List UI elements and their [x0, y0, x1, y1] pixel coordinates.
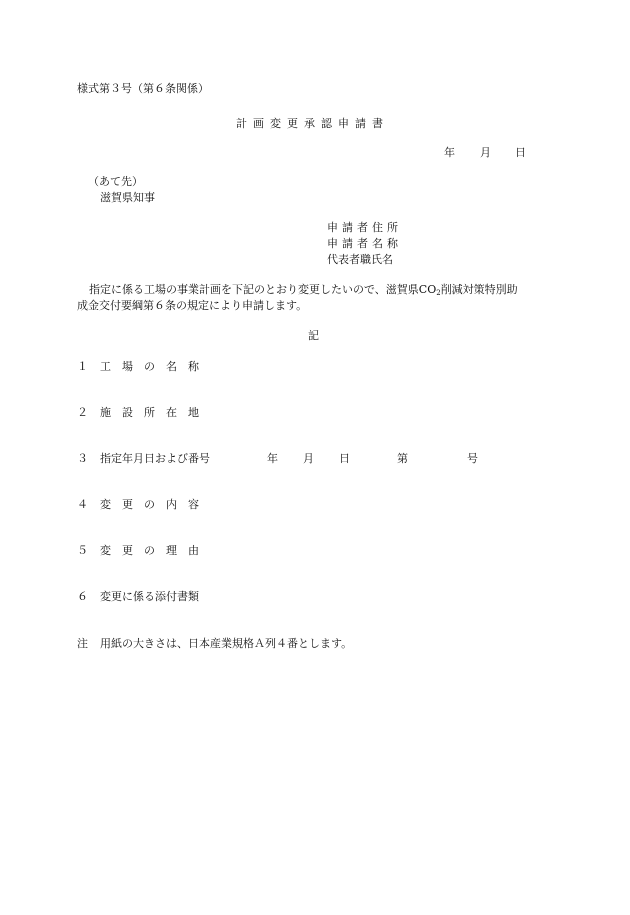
item3-dai-label: 第 [397, 452, 408, 465]
item3-month-label: 月 [303, 452, 314, 465]
item-row-4 [0, 498, 630, 512]
ki-heading: 記 [308, 329, 319, 342]
item-row-3 [0, 452, 630, 466]
item-label: 変 更 の 理 由 [100, 544, 199, 557]
applicant-address-label: 申請者住所 [327, 221, 402, 234]
item3-go-label: 号 [467, 452, 478, 465]
date-year-label: 年 [444, 146, 455, 159]
note-text: 用紙の大きさは、日本産業規格Ａ列４番とします。 [100, 637, 353, 650]
body-line-1-after: 削減対策特別助 [440, 283, 518, 296]
item-row-2 [0, 406, 630, 420]
body-line-1 [89, 283, 518, 297]
item3-year-label: 年 [267, 452, 278, 465]
item-label: 施 設 所 在 地 [100, 406, 199, 419]
item-row-1 [0, 360, 630, 374]
item-label: 指定年月日および番号 [100, 452, 210, 465]
form-number: 様式第３号（第６条関係） [77, 82, 209, 95]
item-label: 工 場 の 名 称 [100, 360, 199, 373]
item-number: ６ [77, 590, 88, 603]
item-label: 変 更 の 内 容 [100, 498, 199, 511]
date-month-label: 月 [480, 146, 491, 159]
body-line-2: 成金交付要綱第６条の規定により申請します。 [77, 299, 308, 312]
recipient-prefix: （あて先） [88, 175, 143, 188]
note-prefix: 注 [77, 637, 88, 650]
recipient-name: 滋賀県知事 [100, 191, 155, 204]
item-number: ２ [77, 406, 88, 419]
item-row-6 [0, 590, 630, 604]
item3-day-label: 日 [339, 452, 350, 465]
page-title: 計画変更承認申請書 [236, 117, 389, 130]
date-day-label: 日 [515, 146, 526, 159]
body-line-1-before: 指定に係る工場の事業計画を下記のとおり変更したいので、滋賀県CO [89, 283, 437, 296]
item-number: ４ [77, 498, 88, 511]
item-number: ５ [77, 544, 88, 557]
representative-label: 代表者職氏名 [327, 253, 393, 266]
item-label: 変更に係る添付書類 [100, 590, 199, 603]
applicant-name-label: 申請者名称 [327, 237, 402, 250]
item-number: ３ [77, 452, 88, 465]
co2-subscript: 2 [436, 289, 441, 297]
item-row-5 [0, 544, 630, 558]
item-number: １ [77, 360, 88, 373]
